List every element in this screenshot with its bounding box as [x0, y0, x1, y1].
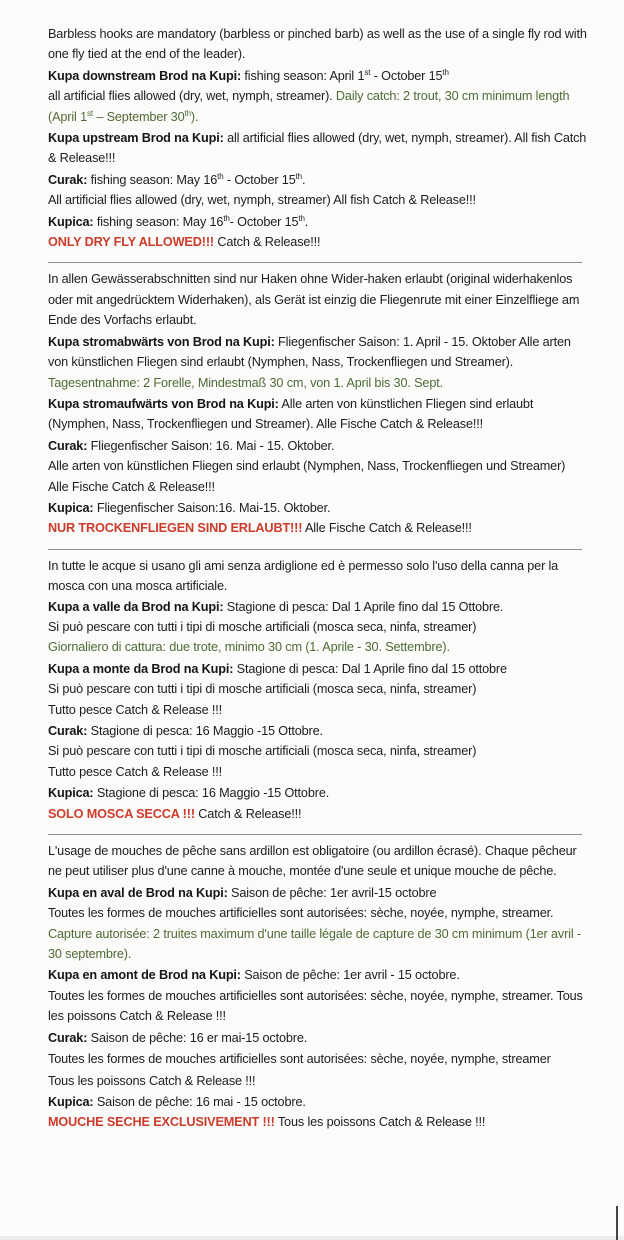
season-text: - October 15 — [229, 214, 299, 229]
rule-kupa-upstream — [48, 965, 588, 1026]
section-divider — [48, 834, 582, 835]
rules-text: Si può pescare con tutti i tipi di mosche artificiali (mosca seca, ninfa, streamer) — [48, 744, 477, 759]
rule-kupica — [48, 1092, 588, 1133]
location-name: Kupica: — [48, 1094, 94, 1109]
location-name: Curak: — [48, 438, 88, 453]
rules-text: Toutes les formes de mouches artificielles sont autorisées: sèche, noyée, nymphe, streamer. Tous les poissons Catch & Release !!! — [48, 988, 583, 1024]
dry-fly-warning: NUR TROCKENFLIEGEN SIND ERLAUBT!!! — [48, 521, 303, 536]
location-name: Kupa upstream Brod na Kupi: — [48, 131, 224, 146]
rules-text: Tous les poissons Catch & Release !!! — [274, 1115, 486, 1130]
catch-limit-text: Daily catch: 2 trout, 30 cm minimum length (April 1st – September 30th). — [48, 89, 570, 124]
regulations-page — [48, 24, 588, 1133]
ordinal: th — [298, 213, 305, 223]
season-text: - October 15 — [370, 68, 443, 83]
rule-curak — [48, 170, 588, 211]
section-french — [48, 841, 588, 1133]
location-name: Kupa a monte da Brod na Kupi: — [48, 661, 234, 676]
rules-text: Toutes les formes de mouches artificielles sont autorisées: sèche, noyée, nymphe, streamer. — [48, 906, 554, 921]
season-text: fishing season: May 16 — [87, 172, 218, 187]
intro-text: In allen Gewässerabschnitten sind nur Haken ohne Wider-haken erlaubt (original widerhakenlos oder mit angedrücktem Widerhaken), als Gerät ist einzig die Fliegenrute mit einer Einzelfliege am Ende des Vorfachs erlaubt. — [48, 272, 580, 328]
section-divider — [48, 549, 582, 550]
rules-text: Tutto pesce Catch & Release !!! — [48, 764, 223, 779]
location-name: Kupa a valle da Brod na Kupi: — [48, 599, 224, 614]
dry-fly-warning: ONLY DRY FLY ALLOWED!!! — [48, 235, 214, 250]
intro-text: In tutte le acque si usano gli ami senza ardiglione ed è permesso solo l'uso della canna per la mosca con una mosca artificiale. — [48, 558, 559, 594]
season-text: Fliegenfischer Saison:16. Mai-15. Oktober. — [93, 500, 331, 515]
rule-kupa-upstream — [48, 659, 588, 720]
ordinal: th — [295, 171, 302, 181]
catch-limit-text: Capture autorisée: 2 truites maximum d'une taille légale de capture de 30 cm minimum (1er avril - 30 septembre). — [48, 926, 581, 962]
season-text: fishing season: April 1 — [241, 68, 365, 83]
season-text: - October 15 — [223, 172, 296, 187]
ordinal: th — [217, 171, 224, 181]
season-text: Stagione di pesca: Dal 1 Aprile fino dal 15 ottobre — [233, 661, 507, 676]
rules-text: Catch & Release!!! — [194, 806, 302, 821]
season-text: Saison de pêche: 1er avril - 15 octobre. — [240, 968, 460, 983]
rule-kupica — [48, 783, 588, 824]
rule-curak — [48, 1028, 588, 1048]
section-english — [48, 24, 588, 252]
rules-text: Alle arten von künstlichen Fliegen sind erlaubt (Nymphen, Nass, Trockenfliegen und Streamer). Alle Fische Catch & Release!!! — [48, 396, 534, 432]
rules-text: Si può pescare con tutti i tipi di mosche artificiali (mosca seca, ninfa, streamer) — [48, 682, 477, 697]
location-name: Kupa downstream Brod na Kupi: — [48, 68, 242, 83]
section-german — [48, 269, 588, 538]
page-edge — [616, 1206, 618, 1240]
season-text: . — [304, 214, 309, 229]
intro-text: Barbless hooks are mandatory (barbless or pinched barb) as well as the use of a single fly rod with one fly tied at the end of the leader). — [48, 27, 587, 62]
season-text: Saison de pêche: 1er avril-15 octobre — [227, 885, 437, 900]
season-text: fishing season: May 16 — [93, 214, 224, 229]
catch-limit-text: Tagesentnahme: 2 Forelle, Mindestmaß 30 cm, von 1. April bis 30. Sept. — [48, 375, 443, 390]
rule-kupa-downstream — [48, 597, 588, 658]
season-text: . — [301, 172, 306, 187]
rule-kupa-upstream — [48, 394, 588, 435]
rules-text: Tutto pesce Catch & Release !!! — [48, 702, 223, 717]
location-name: Kupa stromabwärts von Brod na Kupi: — [48, 334, 275, 349]
ordinal: st — [364, 67, 371, 77]
section-divider — [48, 262, 582, 263]
page-fold — [0, 1236, 624, 1240]
location-name: Curak: — [48, 1030, 88, 1045]
rules-text: Alle arten von künstlichen Fliegen sind erlaubt (Nymphen, Nass, Trockenfliegen und Streamer) Alle Fische Catch & Release!!! — [48, 459, 566, 494]
rules-text: All artificial flies allowed (dry, wet, nymph, streamer) All fish Catch & Release!!! — [48, 193, 476, 208]
intro-text: L'usage de mouches de pêche sans ardillon est obligatoire (ou ardillon écrasé). Chaque pêcheur ne peut utiliser plus d'une canne à mouche, montée d'une seule et unique mouche de pêche. — [48, 844, 577, 879]
ordinal: th — [442, 67, 449, 77]
season-text: Stagione di pesca: 16 Maggio -15 Ottobre. — [87, 724, 323, 738]
rules-text: Si può pescare con tutti i tipi di mosche artificiali (mosca seca, ninfa, streamer) — [48, 619, 477, 634]
season-text: Saison de pêche: 16 er mai-15 octobre. — [87, 1030, 308, 1045]
rule-kupica — [48, 212, 588, 253]
dry-fly-warning: MOUCHE SECHE EXCLUSIVEMENT !!! — [48, 1115, 275, 1130]
rules-text: Toutes les formes de mouches artificielles sont autorisées: sèche, noyée, nymphe, streamer — [48, 1052, 551, 1067]
season-text: Stagione di pesca: Dal 1 Aprile fino dal 15 Ottobre. — [223, 599, 504, 614]
rules-text: Alle Fische Catch & Release!!! — [302, 521, 472, 536]
location-name: Kupa en amont de Brod na Kupi: — [48, 968, 241, 983]
location-name: Kupa en aval de Brod na Kupi: — [48, 885, 228, 900]
season-text: Fliegenfischer Saison: 16. Mai - 15. Oktober. — [87, 438, 335, 453]
season-text: Stagione di pesca: 16 Maggio -15 Ottobre. — [93, 786, 330, 801]
rules-text: Tous les poissons Catch & Release !!! — [48, 1073, 256, 1088]
rule-kupa-downstream — [48, 883, 588, 965]
rule-kupica — [48, 498, 588, 539]
rules-text: Fliegenfischer Saison: 1. April - 15. Oktober Alle arten von künstlichen Fliegen sind erlaubt (Nymphen, Nass, Trockenfliegen und Streamer). — [48, 334, 571, 370]
rule-kupa-downstream — [48, 66, 588, 127]
rule-kupa-downstream — [48, 332, 588, 393]
location-name: Curak: — [48, 172, 88, 187]
rules-text: all artificial flies allowed (dry, wet, nymph, streamer). All fish Catch & Release!!! — [48, 131, 587, 166]
catch-limit-text: Giornaliero di cattura: due trote, minimo 30 cm (1. Aprile - 30. Settembre). — [48, 640, 450, 655]
rule-curak — [48, 436, 588, 497]
location-name: Kupica: — [48, 500, 94, 515]
section-italian — [48, 556, 588, 824]
ordinal: th — [223, 213, 230, 223]
season-text: Saison de pêche: 16 mai - 15 octobre. — [93, 1094, 306, 1109]
rule-curak — [48, 721, 588, 782]
dry-fly-warning: SOLO MOSCA SECCA !!! — [48, 806, 195, 821]
location-name: Kupica: — [48, 214, 94, 229]
rules-text: Catch & Release!!! — [213, 235, 321, 250]
location-name: Curak: — [48, 724, 88, 738]
rules-text: all artificial flies allowed (dry, wet, nymph, streamer). — [48, 89, 336, 104]
rule-kupa-upstream — [48, 128, 588, 169]
location-name: Kupa stromaufwärts von Brod na Kupi: — [48, 396, 279, 411]
location-name: Kupica: — [48, 786, 94, 801]
